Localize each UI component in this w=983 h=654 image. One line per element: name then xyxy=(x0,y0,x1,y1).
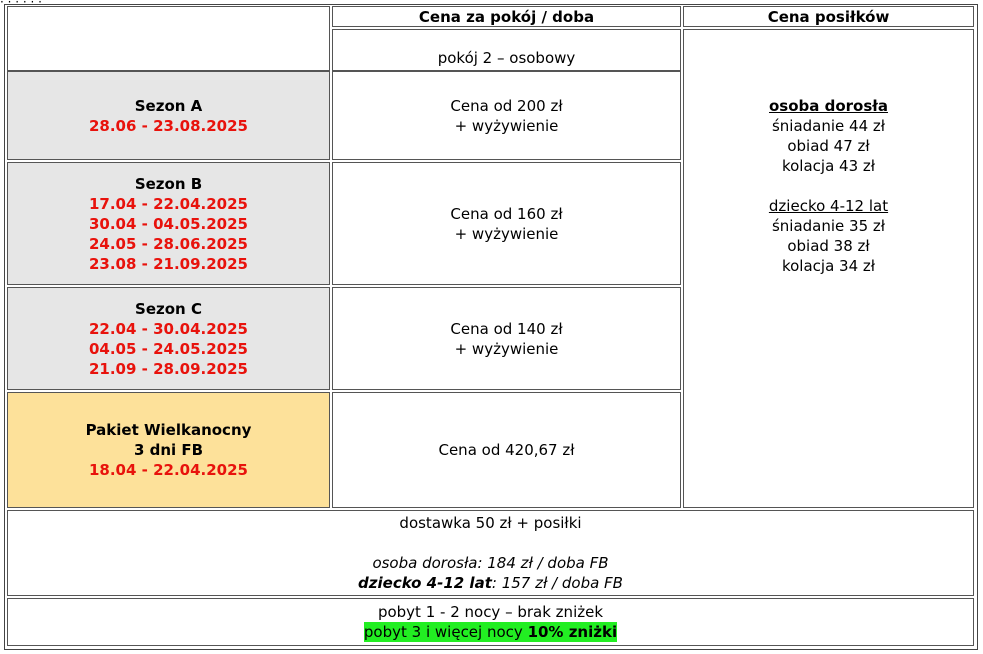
season-b-price: Cena od 160 zł xyxy=(450,204,563,223)
discount-highlight xyxy=(364,622,617,642)
meals-child-lunch: obiad 38 zł xyxy=(787,237,870,255)
season-b-date-1: 17.04 - 22.04.2025 xyxy=(88,194,248,213)
meals-child-breakfast: śniadanie 35 zł xyxy=(771,217,886,235)
header-room-price-label: Cena za pokój / doba xyxy=(418,7,595,26)
meals-cell xyxy=(683,29,974,508)
meals-adult-breakfast: śniadanie 44 zł xyxy=(771,117,886,135)
season-c-date-1: 22.04 - 30.04.2025 xyxy=(88,319,248,338)
header-room-price xyxy=(332,6,681,27)
season-c-note: + wyżywienie xyxy=(454,339,559,358)
meals-adult-dinner: kolacja 43 zł xyxy=(781,157,876,175)
easter-package-cell xyxy=(7,392,330,508)
season-a-name: Sezon A xyxy=(134,96,203,115)
season-c-cell xyxy=(7,287,330,390)
season-a-date-1: 28.06 - 23.08.2025 xyxy=(88,116,248,135)
extra-bed-child xyxy=(358,573,623,593)
extra-bed-child-price: : 157 zł / doba FB xyxy=(491,574,623,592)
header-meal-price-label: Cena posiłków xyxy=(767,7,890,26)
season-a-note: + wyżywienie xyxy=(454,116,559,135)
clipped-text-strip: · · · · · · xyxy=(0,0,42,9)
discount-percent: 10% zniżki xyxy=(527,623,618,641)
easter-package-duration: 3 dni FB xyxy=(133,441,204,459)
season-b-date-2: 30.04 - 04.05.2025 xyxy=(88,214,248,233)
season-a-price-cell xyxy=(332,71,681,160)
discount-cell xyxy=(7,598,974,646)
season-c-date-3: 21.09 - 28.09.2025 xyxy=(88,359,248,378)
discount-stay-text: pobyt 3 i więcej nocy xyxy=(363,623,528,641)
easter-package-price: Cena od 420,67 zł xyxy=(438,441,575,459)
extra-bed-child-label: dziecko 4-12 lat xyxy=(358,574,492,592)
header-meal-price xyxy=(683,6,974,27)
season-a-cell xyxy=(7,71,330,160)
extra-bed-cell xyxy=(7,510,974,596)
easter-package-name: Pakiet Wielkanocny xyxy=(85,421,252,439)
season-c-price-cell xyxy=(332,287,681,390)
extra-bed-line: dostawka 50 zł + posiłki xyxy=(399,514,582,532)
meals-adult-lunch: obiad 47 zł xyxy=(787,137,870,155)
meals-adult-heading: osoba dorosła xyxy=(769,97,888,115)
meals-child-heading: dziecko 4-12 lat xyxy=(768,197,889,215)
season-b-note: + wyżywienie xyxy=(454,224,559,243)
season-c-price: Cena od 140 zł xyxy=(450,319,563,338)
meals-child-dinner: kolacja 34 zł xyxy=(781,257,876,275)
season-b-price-cell xyxy=(332,162,681,285)
season-b-cell xyxy=(7,162,330,285)
season-a-price: Cena od 200 zł xyxy=(450,96,563,115)
season-b-name: Sezon B xyxy=(134,174,203,193)
extra-bed-adult: osoba dorosła: 184 zł / doba FB xyxy=(372,554,609,572)
season-c-date-2: 04.05 - 24.05.2025 xyxy=(88,339,248,358)
season-b-date-4: 23.08 - 21.09.2025 xyxy=(88,254,248,273)
room-type-cell xyxy=(332,29,681,71)
easter-package-price-cell xyxy=(332,392,681,508)
discount-no-discount: pobyt 1 - 2 nocy – brak zniżek xyxy=(377,603,604,621)
season-b-date-3: 24.05 - 28.06.2025 xyxy=(88,234,248,253)
easter-package-dates: 18.04 - 22.04.2025 xyxy=(88,461,248,479)
room-type-label: pokój 2 – osobowy xyxy=(437,49,576,67)
season-c-name: Sezon C xyxy=(135,299,202,318)
header-empty-cell xyxy=(7,6,330,71)
